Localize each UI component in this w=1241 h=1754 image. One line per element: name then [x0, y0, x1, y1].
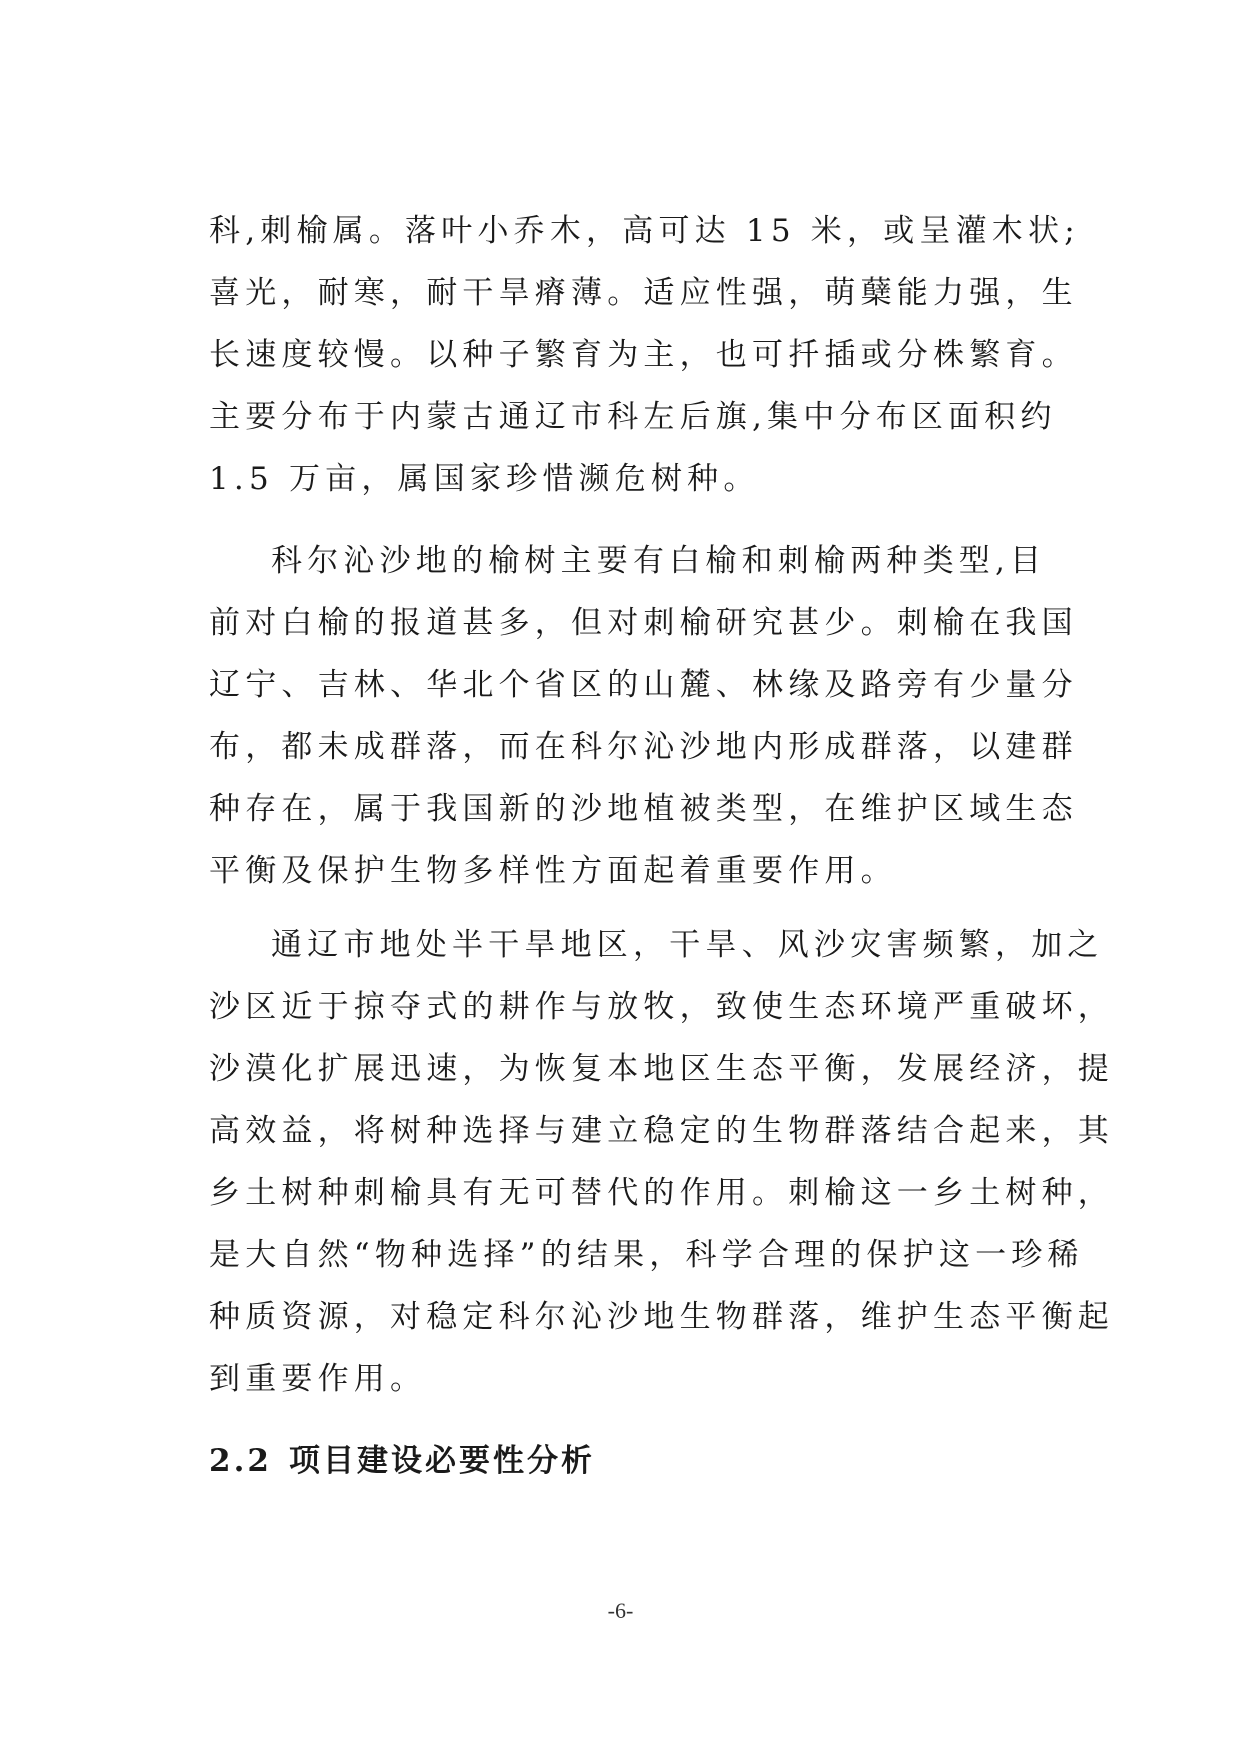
text-line: 科,刺榆属。落叶小乔木，高可达 15 米，或呈灌木状; — [209, 213, 1080, 249]
text-line: 前对白榆的报道甚多，但对刺榆研究甚少。刺榆在我国 — [209, 605, 1078, 641]
text-line: 长速度较慢。以种子繁育为主，也可扦插或分株繁育。 — [209, 337, 1078, 373]
text-line: 科尔沁沙地的榆树主要有白榆和刺榆两种类型,目 — [271, 543, 1047, 579]
section-heading — [209, 1430, 595, 1492]
text-line: 乡土树种刺榆具有无可替代的作用。刺榆这一乡土树种， — [209, 1175, 1114, 1211]
text-line: 平衡及保护生物多样性方面起着重要作用。 — [209, 853, 897, 889]
paragraph-ci-yu-description — [209, 200, 1080, 510]
page-number: -6- — [607, 1598, 634, 1623]
section-number: 2.2 — [209, 1443, 272, 1479]
text-line: 到重要作用。 — [209, 1361, 427, 1397]
text-line: 辽宁、吉林、华北个省区的山麓、林缘及路旁有少量分 — [209, 667, 1078, 703]
text-line: 通辽市地处半干旱地区，干旱、风沙灾害频繁，加之 — [271, 927, 1104, 963]
paragraph-tongliao-ecology — [209, 914, 1114, 1410]
text-line: 喜光，耐寒，耐干旱瘠薄。适应性强，萌蘖能力强，生 — [209, 275, 1078, 311]
text-line: 布，都未成群落，而在科尔沁沙地内形成群落，以建群 — [209, 729, 1078, 765]
section-title: 项目建设必要性分析 — [289, 1443, 595, 1479]
text-line: 沙区近于掠夺式的耕作与放牧，致使生态环境严重破坏， — [209, 989, 1114, 1025]
text-line: 1.5 万亩，属国家珍惜濒危树种。 — [209, 461, 760, 497]
text-line: 高效益，将树种选择与建立稳定的生物群落结合起来，其 — [209, 1113, 1114, 1149]
text-line: 是大自然“物种选择”的结果，科学合理的保护这一珍稀 — [209, 1237, 1084, 1273]
text-line: 种质资源，对稳定科尔沁沙地生物群落，维护生态平衡起 — [209, 1299, 1114, 1335]
text-line: 沙漠化扩展迅速，为恢复本地区生态平衡，发展经济，提 — [209, 1051, 1114, 1087]
paragraph-horqin-elm-types — [209, 530, 1078, 902]
text-line: 种存在，属于我国新的沙地植被类型，在维护区域生态 — [209, 791, 1078, 827]
text-line: 主要分布于内蒙古通辽市科左后旗,集中分布区面积约 — [209, 399, 1057, 435]
